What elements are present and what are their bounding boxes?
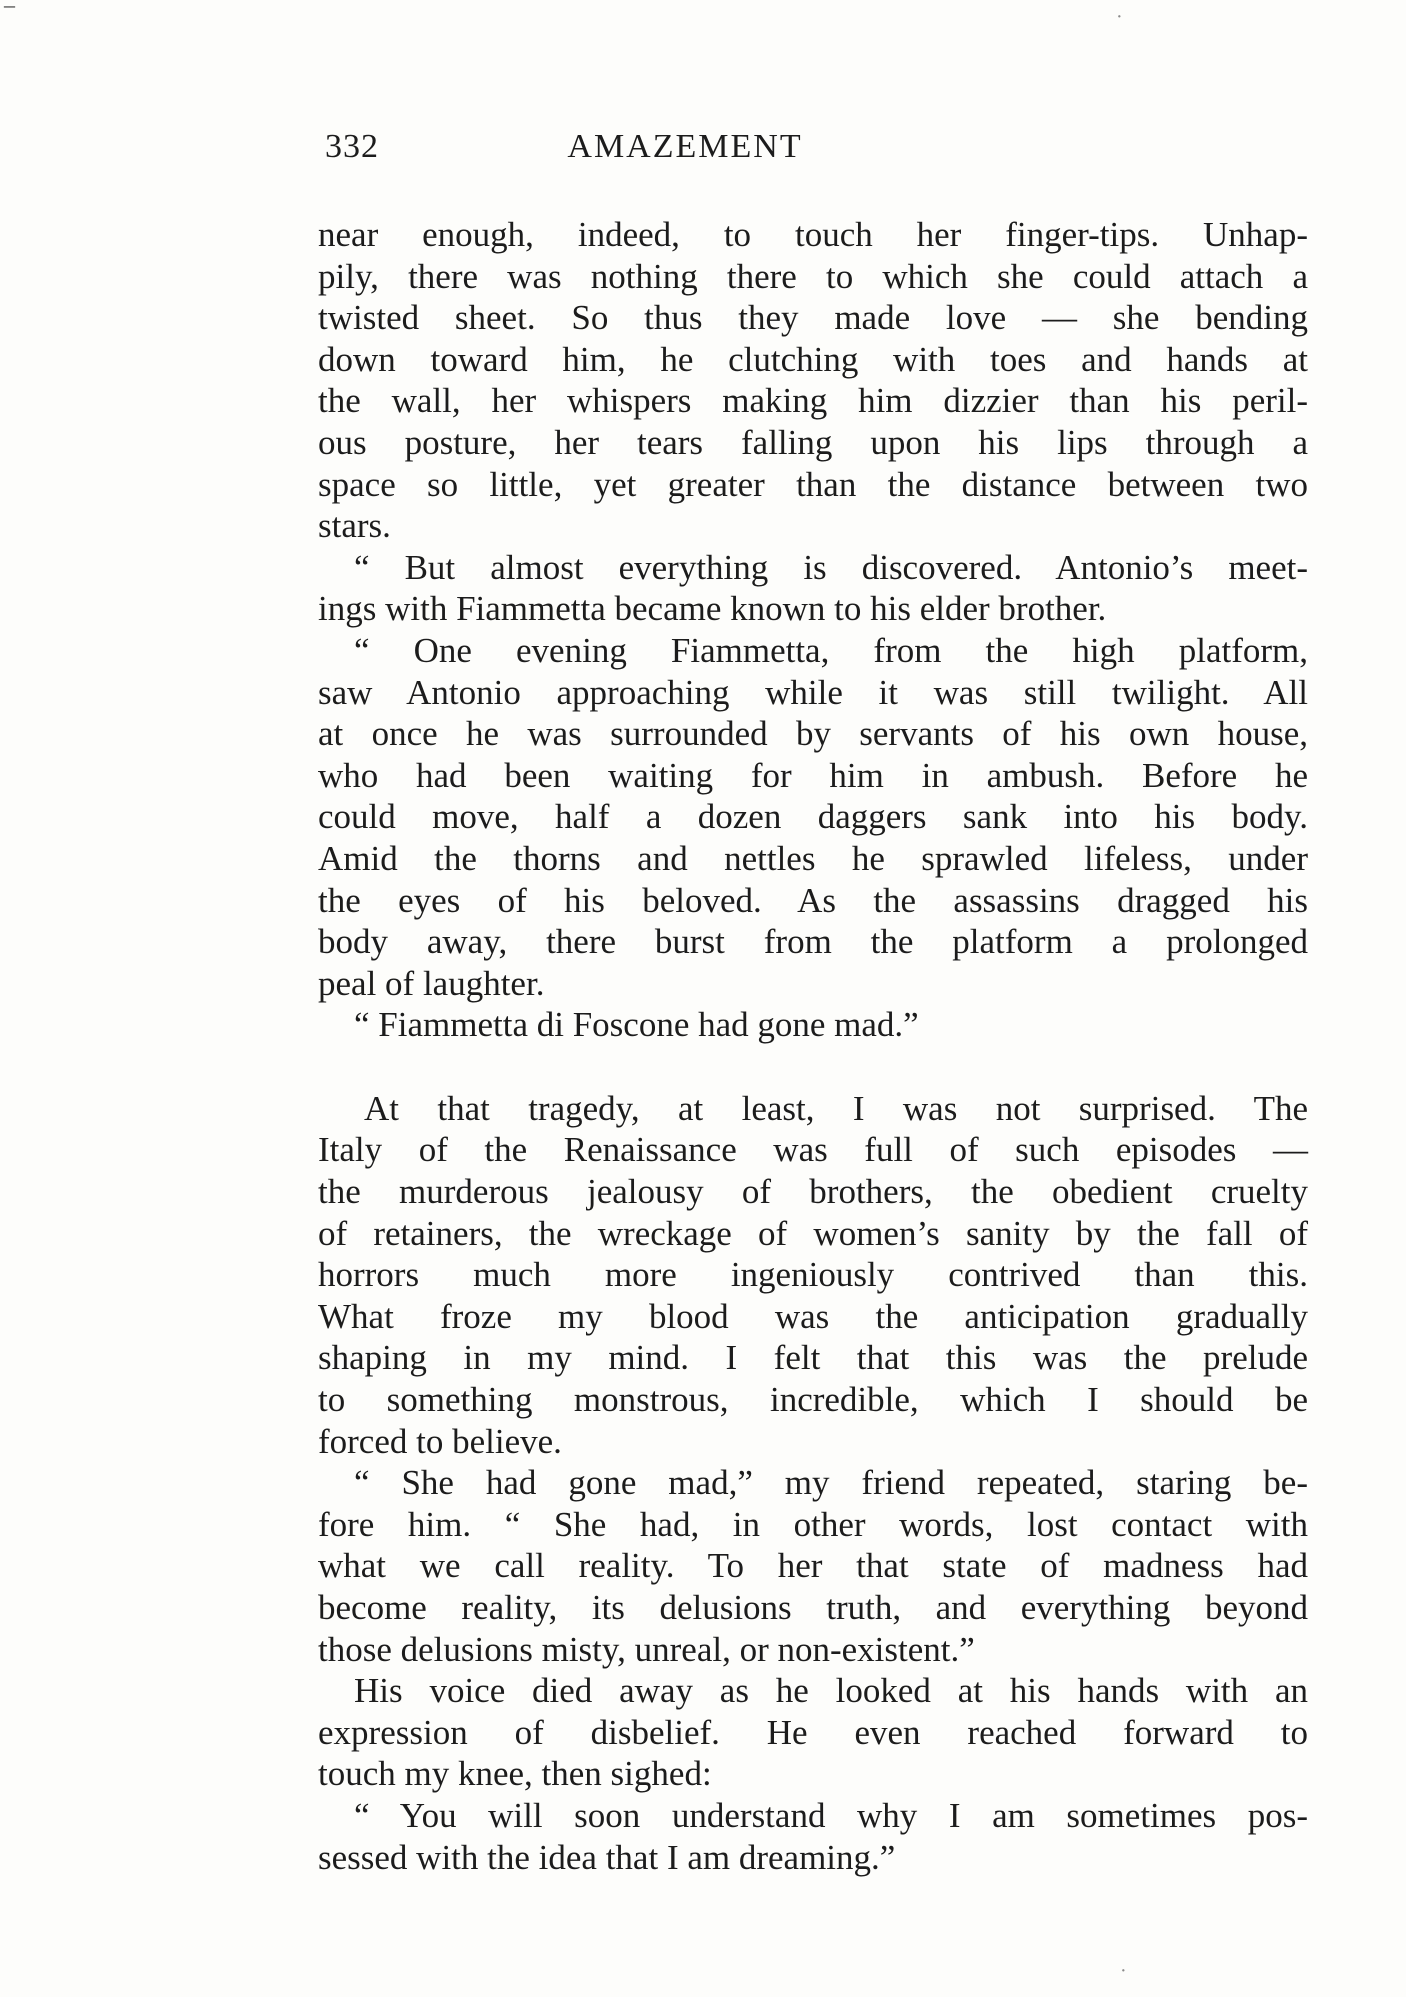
text-line: ous posture, her tears falling upon his lips through a (318, 422, 1308, 462)
text-line: near enough, indeed, to touch her finger-tips. Unhap- (318, 215, 1308, 254)
scan-speck-icon: · (1116, 6, 1123, 28)
page-header (325, 128, 1045, 178)
text-line: who had been waiting for him in ambush. Before he (318, 755, 1308, 795)
text-line: At that tragedy, at least, I was not surprised. The (364, 1088, 1308, 1128)
text-line: space so little, yet greater than the distance between two (318, 464, 1308, 504)
text-line: shaping in my mind. I felt that this was the prelude (318, 1338, 1308, 1378)
text-line: expression of disbelief. He even reached forward to (318, 1712, 1308, 1752)
text-line: the eyes of his beloved. As the assassins dragged his (318, 880, 1308, 920)
text-line: “ She had gone mad,” my friend repeated, staring be- (354, 1463, 1308, 1503)
section-break (318, 1046, 1308, 1088)
text-line: Italy of the Renaissance was full of such episodes — (318, 1130, 1308, 1170)
text-line: down toward him, he clutching with toes and hands at (318, 339, 1308, 379)
page-body (318, 214, 1308, 1878)
scan-speck-icon: · (1120, 1960, 1127, 1982)
text-line: at once he was surrounded by servants of his own house, (318, 714, 1308, 754)
text-line: the wall, her whispers making him dizzier than his peril- (318, 381, 1308, 421)
text-line: “ One evening Fiammetta, from the high platform, (354, 630, 1308, 670)
text-line: horrors much more ingeniously contrived than this. (318, 1255, 1308, 1295)
text-line: Amid the thorns and nettles he sprawled lifeless, under (318, 838, 1308, 878)
text-line: those delusions misty, unreal, or non-existent.” (318, 1629, 975, 1669)
text-line: of retainers, the wreckage of women’s sanity by the fall of (318, 1213, 1308, 1253)
text-line: His voice died away as he looked at his hands with an (354, 1671, 1308, 1711)
text-line: touch my knee, then sighed: (318, 1754, 712, 1794)
text-line: pily, there was nothing there to which she could attach a (318, 256, 1308, 296)
text-line: “ You will soon understand why I am sometimes pos- (354, 1795, 1308, 1835)
text-line: ings with Fiammetta became known to his elder brother. (318, 589, 1107, 629)
running-head: AMAZEMENT (567, 128, 803, 165)
page-number: 332 (325, 128, 379, 165)
text-line: to something monstrous, incredible, which I should be (318, 1380, 1308, 1420)
text-line: what we call reality. To her that state of madness had (318, 1546, 1308, 1586)
text-line: become reality, its delusions truth, and everything beyond (318, 1588, 1308, 1627)
text-line: saw Antonio approaching while it was still twilight. All (318, 672, 1308, 712)
text-line: fore him. “ She had, in other words, lost contact with (318, 1504, 1308, 1544)
text-line: What froze my blood was the anticipation gradually (318, 1296, 1308, 1336)
text-line: body away, there burst from the platform a prolonged (318, 922, 1308, 962)
text-line: twisted sheet. So thus they made love — she bending (318, 298, 1308, 338)
text-line: peal of laughter. (318, 963, 545, 1003)
text-line: could move, half a dozen daggers sank into his body. (318, 797, 1308, 837)
text-line: “ Fiammetta di Foscone had gone mad.” (354, 1005, 919, 1045)
text-line: stars. (318, 506, 391, 546)
scan-artifact-icon: – (4, 0, 15, 17)
text-line: the murderous jealousy of brothers, the obedient cruelty (318, 1172, 1308, 1212)
text-line: “ But almost everything is discovered. Antonio’s meet- (354, 547, 1308, 587)
text-line: sessed with the idea that I am dreaming.” (318, 1837, 896, 1877)
text-line: forced to believe. (318, 1421, 562, 1461)
